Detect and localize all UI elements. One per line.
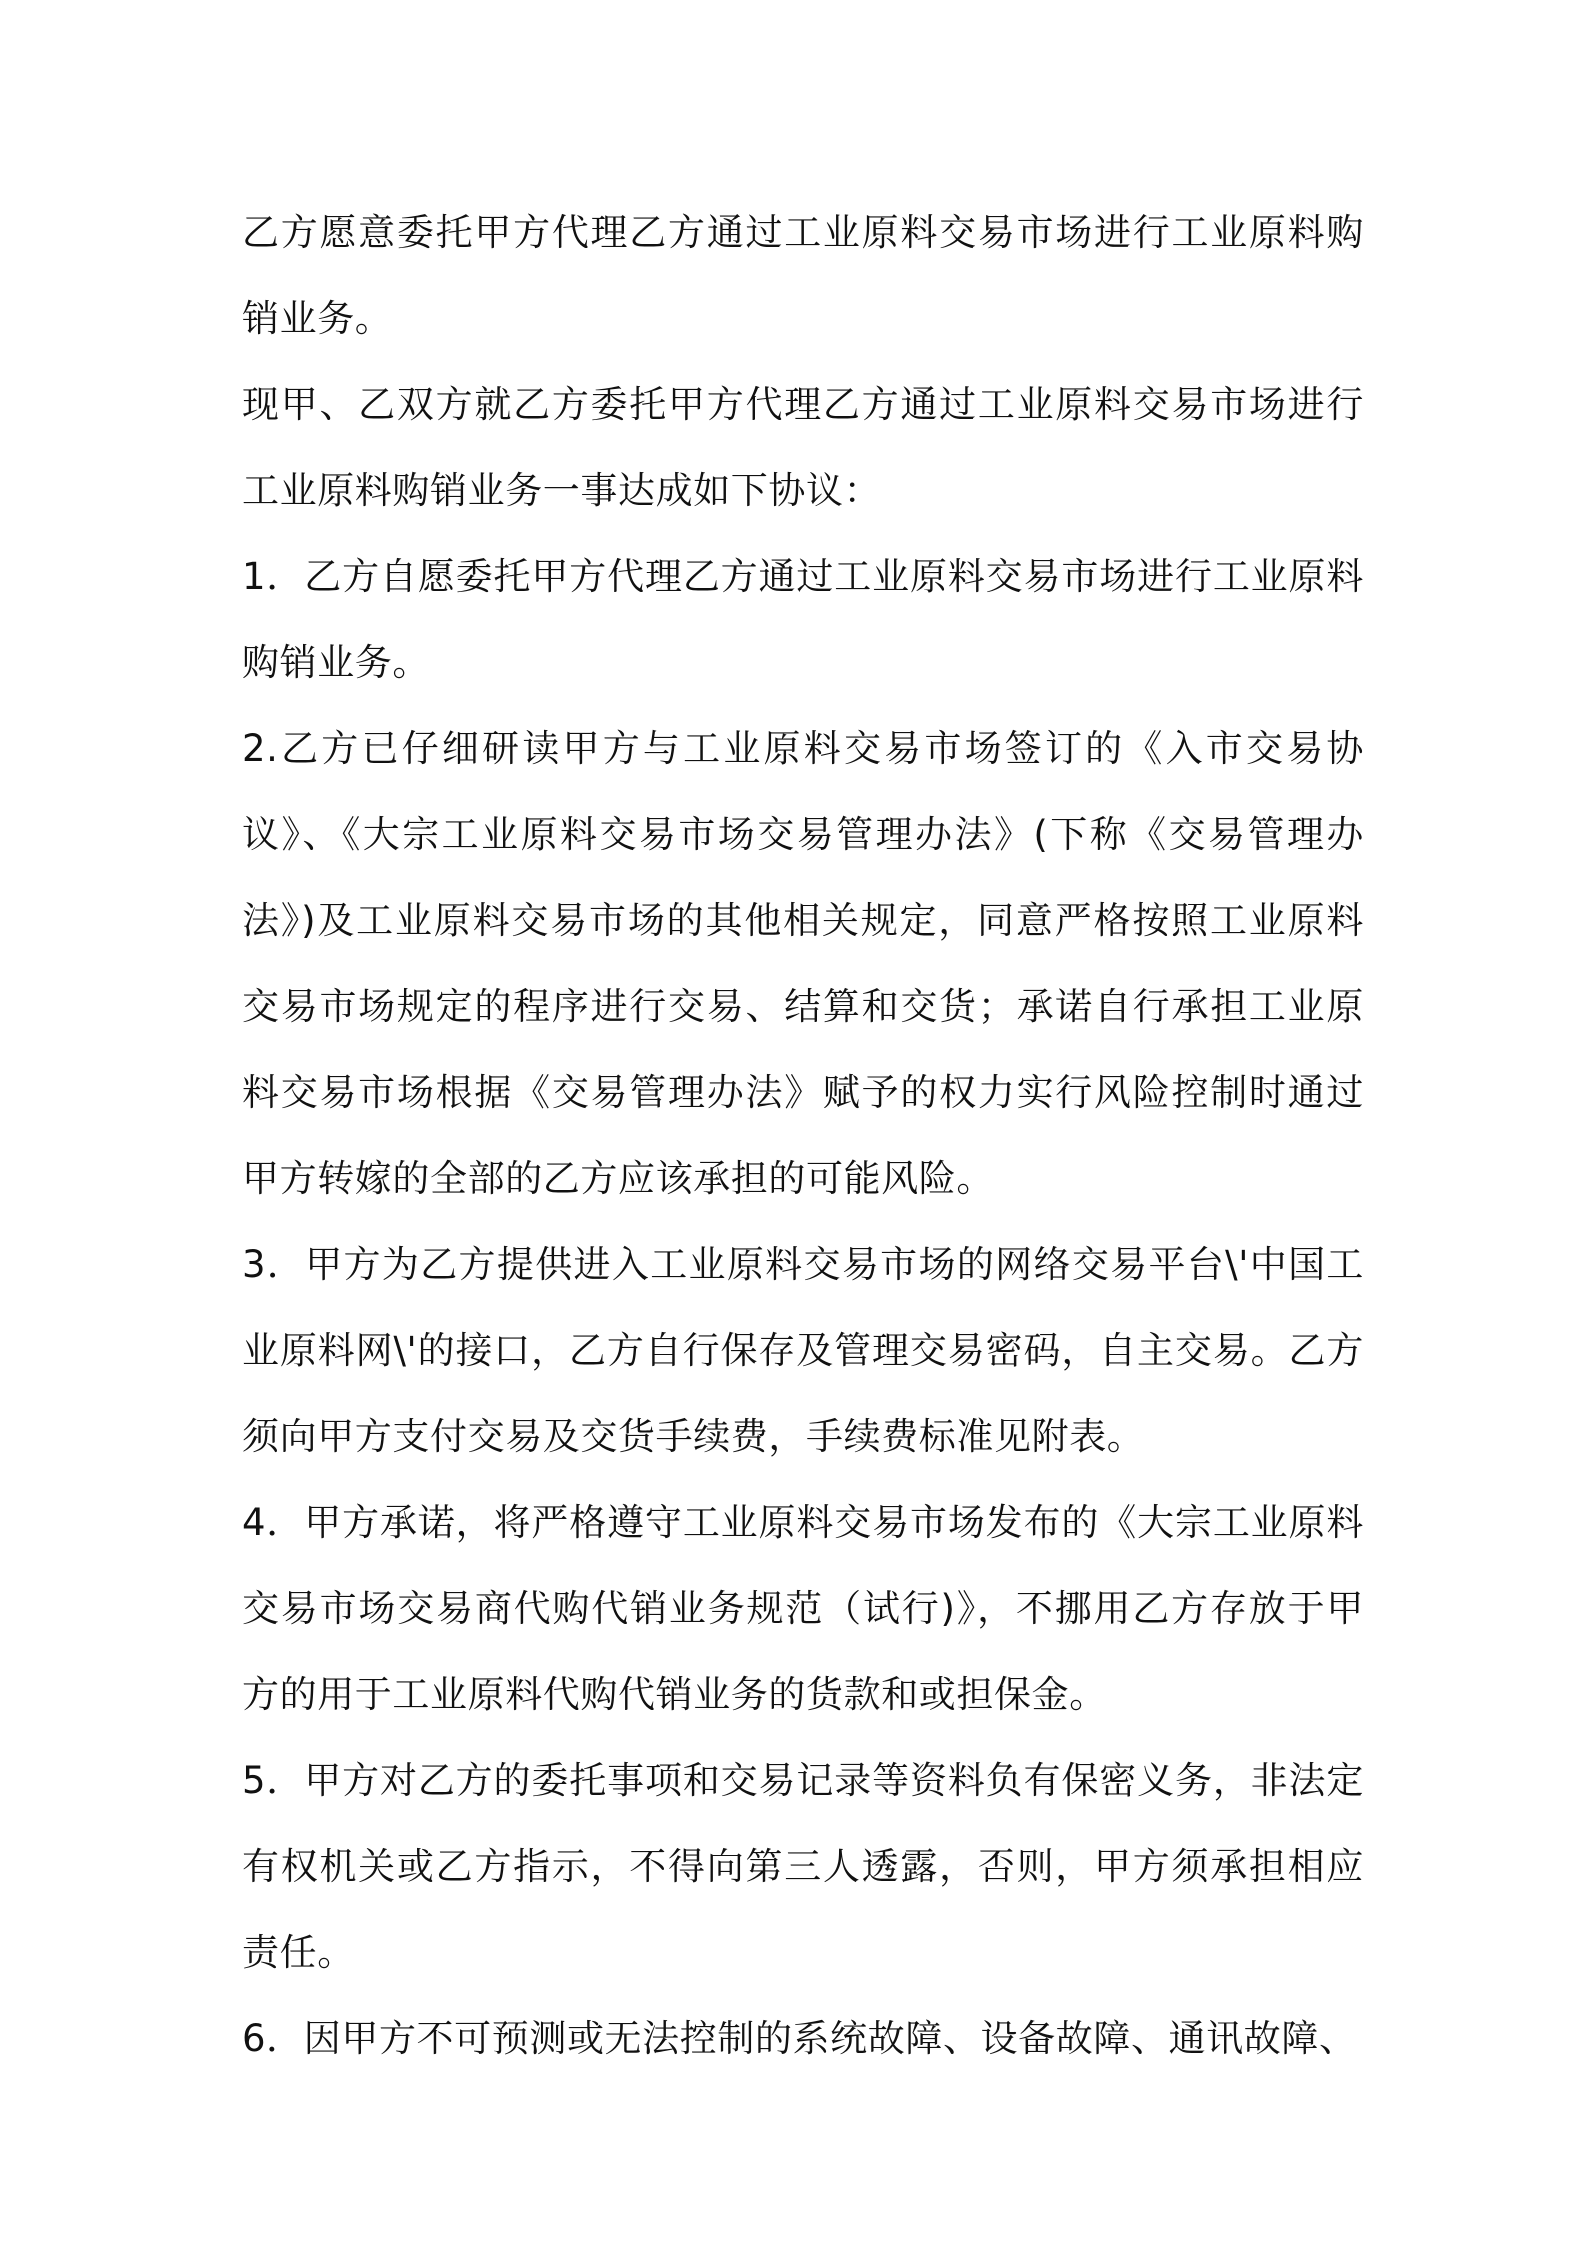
clause-6: 6．因甲方不可预测或无法控制的系统故障、设备故障、通讯故障、 (242, 2017, 1357, 2060)
clause-1: 1．乙方自愿委托甲方代理乙方通过工业原料交易市场进行工业原料购销业务。 (242, 555, 1364, 684)
clause-3: 3．甲方为乙方提供进入工业原料交易市场的网络交易平台\'中国工业原料网\'的接口，乙方自行保存及管理交易密码，自主交易。乙方须向甲方支付交易及交货手续费，手续费标准见附表。 (242, 1243, 1364, 1458)
paragraph-agreement: 现甲、乙双方就乙方委托甲方代理乙方通过工业原料交易市场进行工业原料购销业务一事达成如下协议： (242, 383, 1364, 512)
document-body (242, 190, 1364, 2082)
clause-4: 4．甲方承诺，将严格遵守工业原料交易市场发布的《大宗工业原料交易市场交易商代购代销业务规范（试行)》，不挪用乙方存放于甲方的用于工业原料代购代销业务的货款和或担保金。 (242, 1501, 1364, 1716)
paragraph-intro: 乙方愿意委托甲方代理乙方通过工业原料交易市场进行工业原料购销业务。 (242, 211, 1364, 340)
clause-5: 5．甲方对乙方的委托事项和交易记录等资料负有保密义务，非法定有权机关或乙方指示，不得向第三人透露，否则，甲方须承担相应责任。 (242, 1759, 1364, 1974)
clause-2: 2.乙方已仔细研读甲方与工业原料交易市场签订的《入市交易协议》、《大宗工业原料交易市场交易管理办法》(下称《交易管理办法》)及工业原料交易市场的其他相关规定，同意严格按照工业原料交易市场规定的程序进行交易、结算和交货；承诺自行承担工业原料交易市场根据《交易管理办法》赋予的权力实行风险控制时通过甲方转嫁的全部的乙方应该承担的可能风险。 (242, 727, 1364, 1200)
